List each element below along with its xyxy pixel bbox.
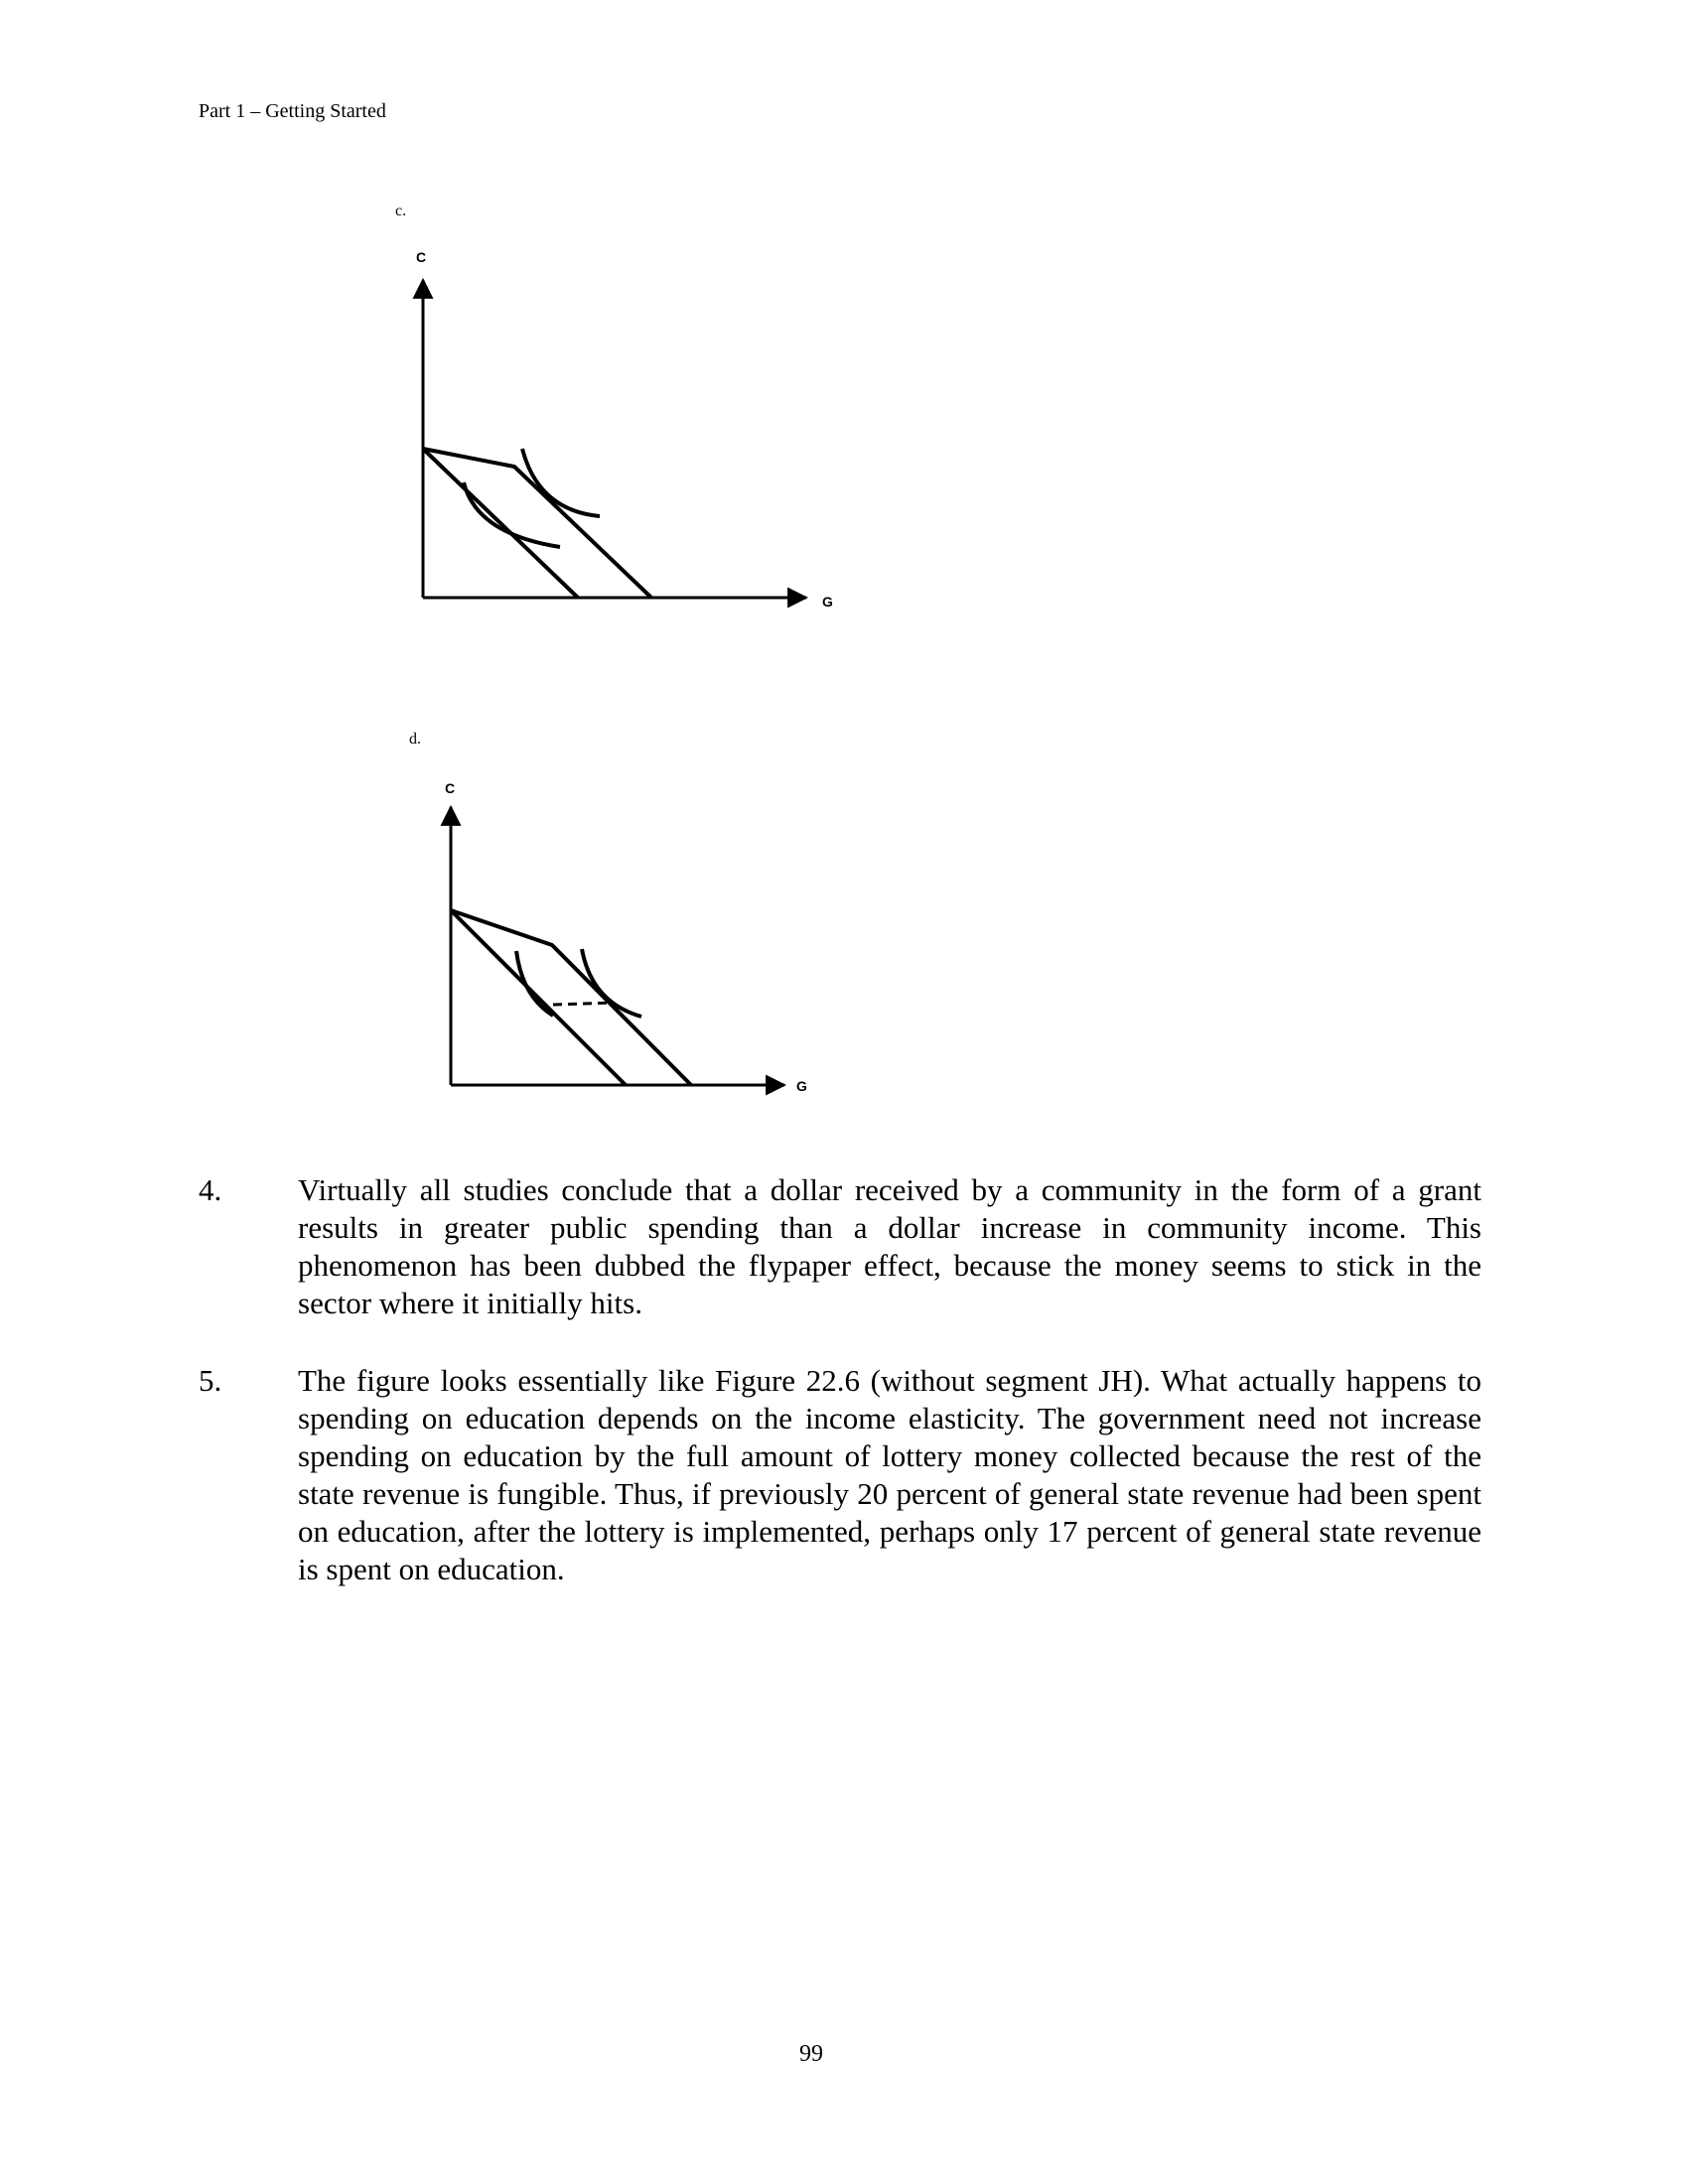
- answer-5-number: 5.: [199, 1363, 222, 1398]
- answer-4-number: 4.: [199, 1172, 222, 1207]
- page-number: 99: [799, 2041, 823, 2067]
- answer-5-text: The figure looks essentially like Figure 22.6 (without segment JH). What actually happens to spending on education depends on the income elasticity. The government need not increase spending on education by the full amount of lottery money collected because the rest of the state revenue is fungible. Thus, if previously 20 percent of general state revenue had been spent on education, after the lottery is implemented, perhaps only 17 percent of general state revenue is spent on education.: [298, 1363, 1481, 1586]
- figure-d-original-budget-line: [451, 910, 626, 1085]
- figure-c-higher-indifference-curve: [522, 449, 600, 516]
- figure-c-diagram: [397, 238, 874, 625]
- figure-d-label: d.: [409, 731, 421, 748]
- answer-5: [199, 1362, 1481, 1588]
- figure-c-y-axis-label: C: [416, 249, 427, 265]
- figure-d-x-axis-label: G: [796, 1078, 807, 1094]
- running-header: Part 1 – Getting Started: [199, 100, 386, 122]
- answer-4: [199, 1171, 1481, 1322]
- figure-d-dashed-segment: [553, 1003, 613, 1005]
- figure-c-original-budget-line: [423, 449, 578, 598]
- figure-d-diagram: [417, 774, 834, 1112]
- figure-d-y-axis-label: C: [445, 780, 456, 796]
- figure-c-kinked-budget-line: [423, 449, 651, 598]
- figure-c-label: c.: [395, 203, 407, 219]
- figure-d-kinked-budget-line: [451, 910, 691, 1085]
- figure-c-x-axis-label: G: [822, 594, 833, 610]
- answer-4-text: Virtually all studies conclude that a dollar received by a community in the form of a grant results in greater public spending than a dollar increase in community income. This phenomenon has been dubbed the flypaper effect, because the money seems to stick in the sector where it initially hits.: [298, 1172, 1481, 1320]
